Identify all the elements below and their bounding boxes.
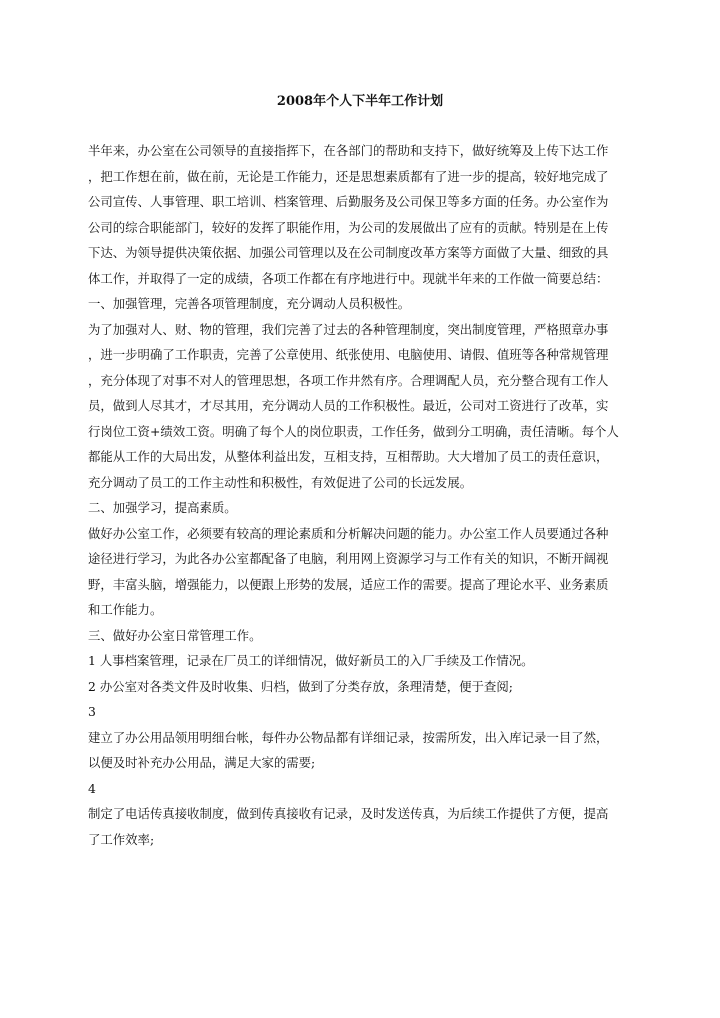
text-line: 半年来，办公室在公司领导的直接指挥下，在各部门的帮助和支持下，做好统筹及上传下达工作 [88,143,609,158]
text-line: ，充分体现了对事不对人的管理思想，各项工作井然有序。合理调配人员，充分整合现有工作人 [88,372,609,388]
list-number-4: 4 [88,780,96,796]
document-title: 2008年个人下半年工作计划 [276,94,444,109]
text-line: ，把工作想在前，做在前，无论是工作能力，还是思想素质都有了进一步的提高，较好地完成了 [88,168,609,184]
section-heading-2: 二、加强学习，提高素质。 [88,500,237,515]
list-item-3-text: 建立了办公用品领用明细台帐，每件办公物品都有详细记录，按需所发，出入库记录一目了然， [88,729,609,745]
text-line: 公司的综合职能部门，较好的发挥了职能作用，为公司的发展做出了应有的贡献。特别是在上传 [88,219,609,235]
document-body [88,138,640,852]
list-item-1: 1 人事档案管理，记录在厂员工的详细情况，做好新员工的入厂手续及工作情况。 [88,653,534,668]
list-item-4-text: 制定了电话传真接收制度，做到传真接收有记录，及时发送传真，为后续工作提供了方便，提高 [88,806,609,821]
text-line: 都能从工作的大局出发，从整体利益出发，互相支持，互相帮助。大大增加了员工的责任意识， [88,449,609,464]
text-line: 野，丰富头脑，增强能力，以便跟上形势的发展，适应工作的需要。提高了理论水平、业务素质 [88,576,609,592]
text-line: 下达、为领导提供决策依据、加强公司管理以及在公司制度改革方案等方面做了大量、细致的具 [88,245,609,260]
text-line: 做好办公室工作，必须要有较高的理论素质和分析解决问题的能力。办公室工作人员要通过各种 [88,525,609,541]
text-line: 和工作能力。 [88,602,163,617]
list-item-4-text: 了工作效率; [88,831,155,847]
list-item-2: 2 办公室对各类文件及时收集、归档，做到了分类存放，条理清楚，便于查阅; [88,678,513,694]
section-heading-1: 一、加强管理，完善各项管理制度，充分调动人员积极性。 [88,296,411,311]
list-number-3: 3 [88,704,96,719]
list-item-3-text: 以便及时补充办公用品，满足大家的需要; [88,755,316,770]
text-line: 充分调动了员工的工作主动性和积极性，有效促进了公司的长远发展。 [88,474,473,490]
text-line: 公司宣传、人事管理、职工培训、档案管理、后勤服务及公司保卫等多方面的任务。办公室作为 [88,194,609,209]
text-line: ，进一步明确了工作职责，完善了公章使用、纸张使用、电脑使用、请假、值班等各种常规管理 [88,347,609,362]
text-line: 为了加强对人、财、物的管理，我们完善了过去的各种管理制度，突出制度管理，严格照章办事 [88,321,609,337]
text-line: 体工作，并取得了一定的成绩，各项工作都在有序地进行中。现就半年来的工作做一简要总结： [88,270,609,286]
text-line: 行岗位工资+绩效工资。明确了每个人的岗位职责，工作任务，做到分工明确，责任清晰。每个人 [88,423,619,439]
text-line: 途径进行学习，为此各办公室都配备了电脑，利用网上资源学习与工作有关的知识，不断开阔视 [88,551,609,566]
text-line: 员，做到人尽其才，才尽其用，充分调动人员的工作积极性。最近，公司对工资进行了改革，实 [88,398,609,413]
section-heading-3: 三、做好办公室日常管理工作。 [88,627,262,643]
